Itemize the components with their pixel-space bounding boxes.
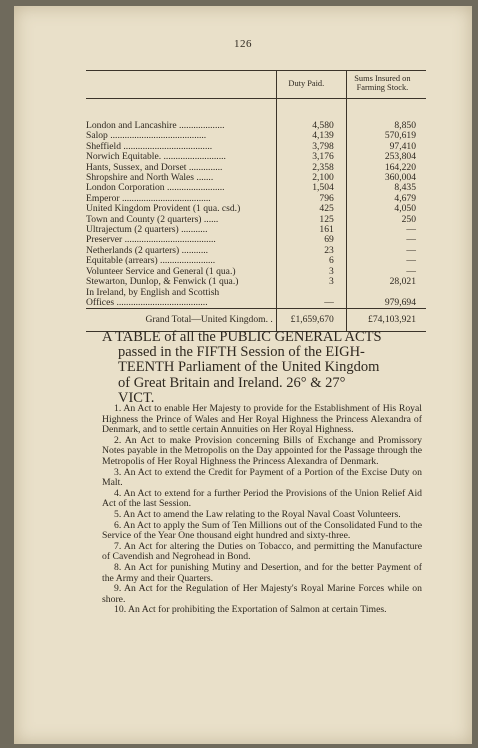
sums-insured-cell: 4,050	[346, 204, 426, 214]
sums-insured-cell: —	[346, 267, 426, 277]
duty-paid-cell	[276, 288, 346, 298]
duty-paid-cell: 3,798	[276, 142, 346, 152]
office-name: Hants, Sussex, and Dorset ..............	[86, 161, 223, 173]
duty-paid-column-header: Duty Paid.	[276, 71, 346, 99]
sums-insured-cell: 4,679	[346, 194, 426, 204]
heading-line-5: VICT.	[118, 389, 155, 406]
book-page	[14, 6, 472, 744]
duty-paid-cell: 1,504	[276, 183, 346, 193]
sums-insured-cell: 97,410	[346, 142, 426, 152]
duty-paid-cell: 796	[276, 194, 346, 204]
sums-insured-cell: 8,435	[346, 183, 426, 193]
office-name: In Ireland, by English and Scottish	[86, 286, 220, 298]
sums-insured-cell: 360,004	[346, 173, 426, 183]
duty-paid-cell: 2,358	[276, 163, 346, 173]
act-paragraph: 3. An Act to extend the Credit for Payment of a Portion of the Excise Duty on Malt.	[102, 466, 422, 489]
duty-paid-cell: 425	[276, 204, 346, 214]
duty-paid-cell: 6	[276, 256, 346, 266]
sums-insured-cell: 253,804	[346, 152, 426, 162]
duty-paid-cell: 161	[276, 225, 346, 235]
duty-paid-cell: 3,176	[276, 152, 346, 162]
duty-paid-cell: 69	[276, 235, 346, 245]
sums-insured-cell: 8,850	[346, 99, 426, 132]
act-paragraph: 1. An Act to enable Her Majesty to provide for the Establishment of His Royal Highness the Prince of Wales and Her Royal Highness the Princess Alexandra of Denmark, and to settle certain Annuities on Her Royal Highness.	[102, 403, 422, 436]
duty-paid-cell: 4,580	[276, 99, 346, 132]
office-name: Norwich Equitable. ..........................	[86, 151, 226, 163]
office-name: Preserver ......................................	[86, 234, 216, 246]
act-paragraph: 7. An Act for altering the Duties on Tobacco, and permitting the Manufacture of Cavendish and Negrohead in Bond.	[102, 540, 422, 563]
office-name: London Corporation ........................	[86, 182, 225, 194]
sums-insured-cell: 570,619	[346, 131, 426, 141]
heading-line-1: A TABLE of all the PUBLIC GENERAL ACTS	[102, 329, 382, 345]
heading-line-4: of Great Britain and Ireland. 26° & 27°	[118, 374, 346, 391]
office-name: Volunteer Service and General (1 qua.)	[86, 265, 236, 277]
heading-line-2: passed in the FIFTH Session of the EIGH-	[118, 344, 365, 361]
office-name: Shropshire and North Wales .......	[86, 172, 214, 184]
duty-paid-cell: 2,100	[276, 173, 346, 183]
office-name: United Kingdom Provident (1 qua. csd.)	[86, 203, 241, 215]
acts-list	[102, 404, 422, 616]
duty-paid-cell: 3	[276, 267, 346, 277]
table-row	[86, 99, 426, 132]
table-row	[86, 277, 426, 287]
insurance-duty-table	[86, 70, 426, 332]
office-name: Equitable (arrears) .......................	[86, 255, 216, 267]
act-paragraph: 9. An Act for the Regulation of Her Majesty's Royal Marine Forces while on shore.	[102, 583, 422, 605]
duty-paid-cell: 23	[276, 246, 346, 256]
office-name: Offices ......................................	[86, 296, 208, 308]
sums-insured-cell: 979,694	[346, 298, 426, 309]
office-name: Town and County (2 quarters) ......	[86, 213, 219, 225]
office-name: Stewarton, Dunlop, & Fenwick (1 qua.)	[86, 276, 239, 288]
table-header-row	[86, 71, 426, 99]
grand-total-sums-insured: £74,103,921	[346, 309, 426, 331]
grand-total-row	[86, 309, 426, 331]
sums-insured-cell: 28,021	[346, 277, 426, 287]
office-name: Ultrajectum (2 quarters) ...........	[86, 224, 208, 236]
duty-paid-cell: 4,139	[276, 131, 346, 141]
sums-insured-cell: —	[346, 256, 426, 266]
table-row	[86, 298, 426, 309]
duty-paid-cell: 125	[276, 215, 346, 225]
page-number: 126	[234, 38, 252, 50]
act-paragraph: 8. An Act for punishing Mutiny and Desertion, and for the better Payment of the Army and their Quarters.	[102, 561, 422, 584]
table-body	[86, 99, 426, 309]
office-name: Salop ........................................	[86, 130, 207, 142]
office-name: Sheffield .....................................	[86, 140, 213, 152]
grand-total-label: Grand Total—United Kingdom. .	[86, 309, 276, 331]
duty-table	[86, 70, 426, 332]
office-column-header	[86, 71, 276, 99]
duty-paid-cell: —	[276, 298, 346, 309]
act-paragraph: 5. An Act to amend the Law relating to the Royal Naval Coast Volunteers.	[114, 508, 401, 520]
act-paragraph: 4. An Act to extend for a further Period the Provisions of the Union Relief Aid Act of the last Session.	[102, 487, 422, 510]
sums-insured-cell: —	[346, 225, 426, 235]
act-paragraph: 2. An Act to make Provision concerning Bills of Exchange and Promissory Notes payable in the Metropolis on the Day appointed for the Passage through the Metropolis of Her Royal Highness the Princess Alexandra of Denmark.	[102, 434, 422, 467]
acts-table-heading	[102, 330, 422, 406]
heading-line-3: TEENTH Parliament of the United Kingdom	[118, 359, 380, 376]
office-name: Netherlands (2 quarters) ...........	[86, 244, 209, 256]
grand-total-duty-paid: £1,659,670	[276, 309, 346, 331]
act-paragraph: 10. An Act for prohibiting the Exportation of Salmon at certain Times.	[114, 604, 387, 616]
sums-insured-cell: 250	[346, 215, 426, 225]
sums-insured-cell: —	[346, 246, 426, 256]
office-name: London and Lancashire ...................	[86, 120, 225, 131]
sums-insured-cell: 164,220	[346, 163, 426, 173]
sums-insured-cell: —	[346, 235, 426, 245]
duty-paid-cell: 3	[276, 277, 346, 287]
office-name: Emperor .....................................	[86, 192, 211, 204]
act-paragraph: 6. An Act to apply the Sum of Ten Millions out of the Consolidated Fund to the Service of the Year One thousand eight hundred and sixty-three.	[102, 519, 422, 542]
sums-insured-column-header: Sums Insured on Farming Stock.	[346, 71, 426, 99]
